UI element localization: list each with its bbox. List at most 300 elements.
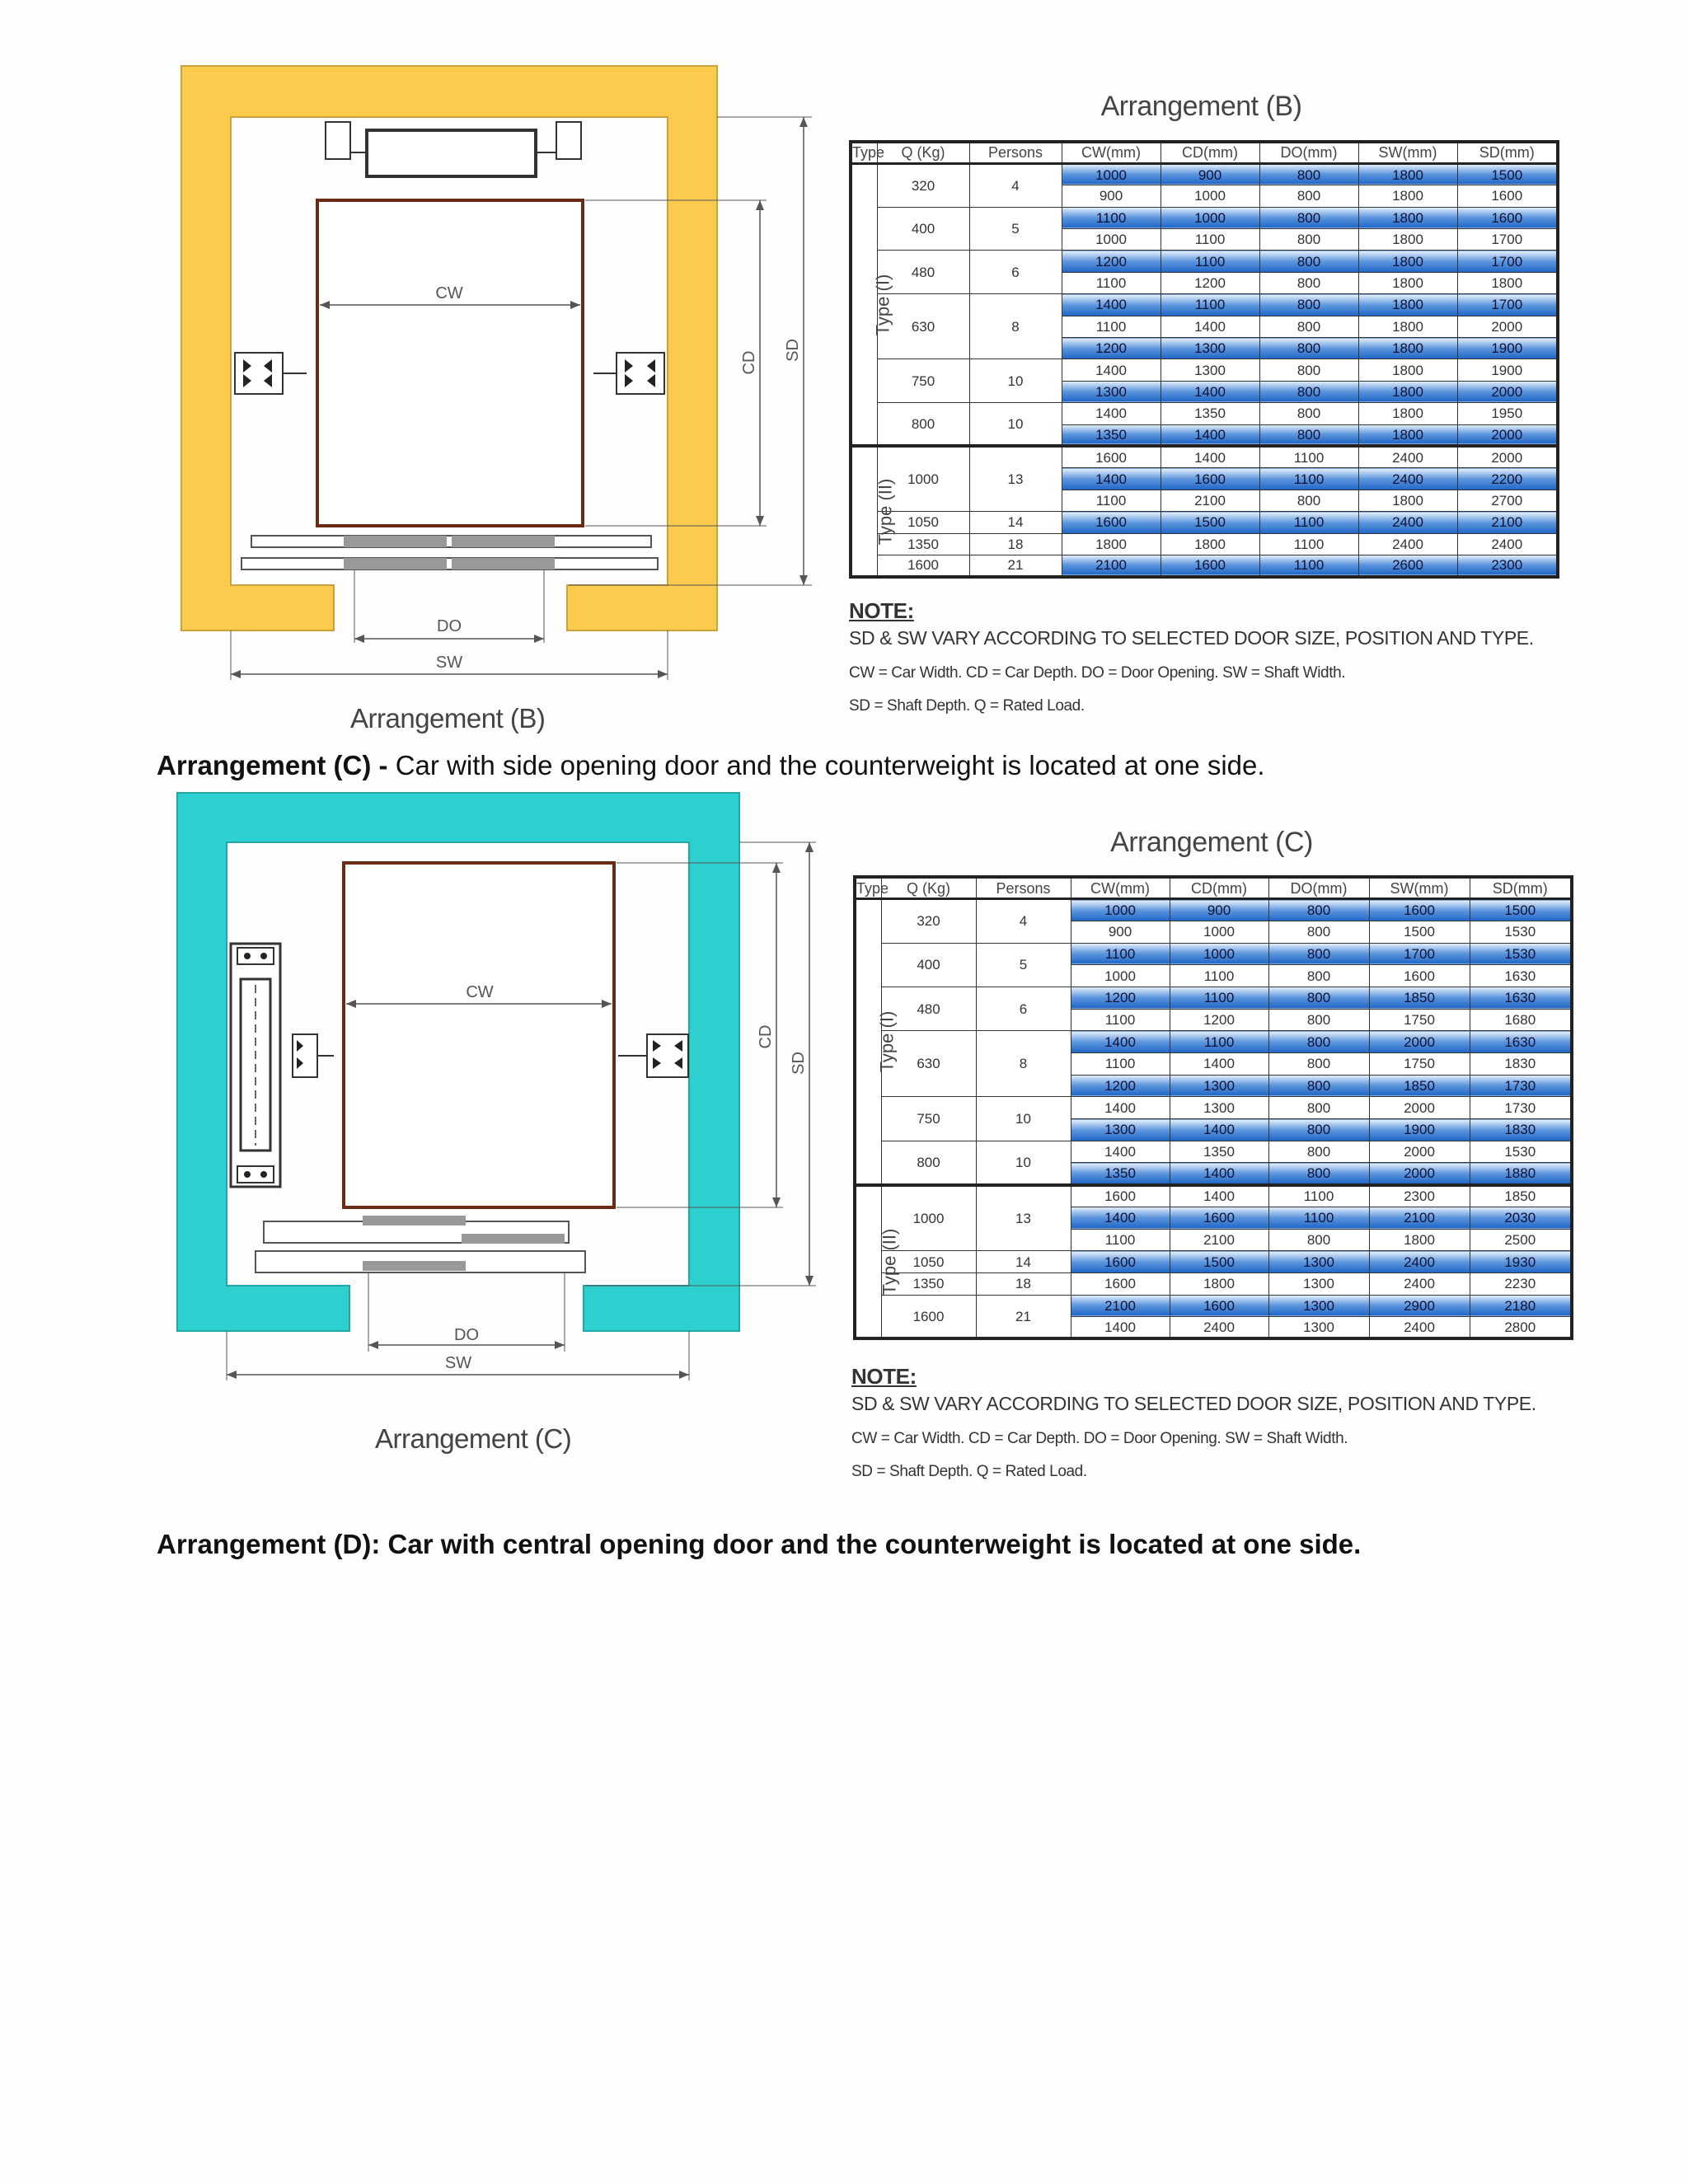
value-cell: 800 — [1268, 899, 1369, 921]
value-cell: 1900 — [1457, 359, 1558, 381]
value-cell: 1600 — [1160, 468, 1259, 490]
dim-cd: CD — [740, 350, 758, 375]
value-cell: 1800 — [1457, 272, 1558, 293]
value-cell: 2600 — [1358, 555, 1457, 576]
value-cell: 2030 — [1470, 1207, 1572, 1229]
note-heading: NOTE: — [851, 1364, 917, 1389]
value-cell: 1800 — [1358, 403, 1457, 424]
value-cell: 1400 — [1170, 1163, 1268, 1185]
value-cell: 1700 — [1369, 943, 1470, 965]
value-cell: 1800 — [1358, 424, 1457, 446]
arrangement-b-note — [849, 598, 1574, 715]
arrangement-b-table — [849, 140, 1559, 579]
table-row — [855, 1141, 1572, 1163]
value-cell: 1600 — [1369, 965, 1470, 987]
value-cell: 1880 — [1470, 1163, 1572, 1185]
value-cell: 800 — [1259, 359, 1358, 381]
value-cell: 1100 — [1062, 207, 1160, 228]
dim-sd: SD — [784, 339, 802, 362]
arrangement-d-paragraph — [157, 1529, 1361, 1560]
value-cell: 1400 — [1062, 359, 1160, 381]
value-cell: 1800 — [1358, 338, 1457, 359]
value-cell: 800 — [1259, 251, 1358, 272]
value-cell: 800 — [1259, 381, 1358, 402]
load-cell: 750 — [881, 1097, 976, 1141]
value-cell: 1400 — [1062, 403, 1160, 424]
value-cell: 800 — [1268, 1031, 1369, 1053]
note-line-1: SD & SW VARY ACCORDING TO SELECTED DOOR SIZE, POSITION AND TYPE. — [849, 627, 1534, 649]
value-cell: 1950 — [1457, 403, 1558, 424]
value-cell: 1100 — [1062, 316, 1160, 337]
value-cell: 1200 — [1071, 987, 1170, 1009]
arrangement-c-description: Car with side opening door and the counterweight is located at one side. — [387, 750, 1265, 780]
value-cell: 1400 — [1170, 1185, 1268, 1207]
table-row — [855, 1295, 1572, 1317]
column-header: Persons — [969, 142, 1062, 163]
value-cell: 800 — [1268, 1009, 1369, 1031]
persons-cell: 6 — [976, 987, 1071, 1030]
value-cell: 900 — [1062, 185, 1160, 207]
value-cell: 1300 — [1062, 381, 1160, 402]
value-cell: 1350 — [1160, 403, 1259, 424]
value-cell: 800 — [1259, 490, 1358, 511]
value-cell: 800 — [1259, 185, 1358, 207]
value-cell: 1680 — [1470, 1009, 1572, 1031]
value-cell: 1730 — [1470, 1097, 1572, 1119]
value-cell: 2100 — [1170, 1229, 1268, 1251]
value-cell: 800 — [1268, 1229, 1369, 1251]
persons-cell: 4 — [969, 163, 1062, 207]
value-cell: 1500 — [1470, 899, 1572, 921]
column-header: CW(mm) — [1062, 142, 1160, 163]
value-cell: 1300 — [1268, 1251, 1369, 1273]
column-header: Type — [851, 142, 877, 163]
table-row — [851, 294, 1558, 316]
persons-cell: 21 — [976, 1295, 1071, 1338]
value-cell: 2200 — [1457, 468, 1558, 490]
value-cell: 800 — [1268, 1163, 1369, 1185]
value-cell: 1400 — [1160, 424, 1259, 446]
value-cell: 1100 — [1259, 533, 1358, 555]
arrangement-c-diagram-caption: Arrangement (C) — [375, 1423, 572, 1454]
value-cell: 900 — [1160, 163, 1259, 185]
value-cell: 2400 — [1358, 446, 1457, 467]
table-row — [851, 533, 1558, 555]
value-cell: 1100 — [1071, 943, 1170, 965]
value-cell: 1400 — [1071, 1141, 1170, 1163]
column-header: Persons — [976, 877, 1071, 899]
value-cell: 1800 — [1358, 163, 1457, 185]
value-cell: 1100 — [1071, 1229, 1170, 1251]
table-row — [851, 555, 1558, 576]
value-cell: 900 — [1170, 899, 1268, 921]
table-row — [855, 1272, 1572, 1295]
value-cell: 1400 — [1160, 446, 1259, 467]
dim-sw: SW — [435, 654, 463, 672]
value-cell: 1400 — [1071, 1317, 1170, 1339]
value-cell: 1200 — [1071, 1075, 1170, 1097]
value-cell: 1100 — [1160, 229, 1259, 251]
value-cell: 2800 — [1470, 1317, 1572, 1339]
value-cell: 800 — [1259, 316, 1358, 337]
arrangement-d-heading: Arrangement (D): Car with central opening door and the counterweight is located at one side. — [157, 1529, 1362, 1559]
load-cell: 630 — [881, 1031, 976, 1097]
value-cell: 1600 — [1062, 446, 1160, 467]
arrangement-c-note — [851, 1364, 1585, 1481]
load-cell: 630 — [877, 294, 969, 359]
table-row — [851, 251, 1558, 272]
table-row — [855, 943, 1572, 965]
value-cell: 1600 — [1160, 555, 1259, 576]
load-cell: 800 — [881, 1141, 976, 1184]
value-cell: 1200 — [1062, 251, 1160, 272]
arrangement-c-table — [853, 875, 1573, 1340]
table-row — [851, 446, 1558, 467]
table-row — [851, 403, 1558, 424]
load-cell: 1000 — [877, 446, 969, 511]
load-cell: 320 — [877, 163, 969, 207]
persons-cell: 4 — [976, 899, 1071, 943]
load-cell: 1050 — [881, 1251, 976, 1273]
persons-cell: 8 — [976, 1031, 1071, 1097]
value-cell: 1000 — [1160, 207, 1259, 228]
value-cell: 1000 — [1062, 229, 1160, 251]
persons-cell: 14 — [976, 1251, 1071, 1273]
value-cell: 1300 — [1160, 359, 1259, 381]
value-cell: 1400 — [1160, 316, 1259, 337]
value-cell: 2000 — [1369, 1163, 1470, 1185]
arrangement-c-label: Arrangement (C) - — [157, 750, 388, 780]
value-cell: 1400 — [1062, 468, 1160, 490]
value-cell: 1000 — [1062, 163, 1160, 185]
dim-sd: SD — [790, 1052, 808, 1075]
value-cell: 1930 — [1470, 1251, 1572, 1273]
value-cell: 1830 — [1470, 1053, 1572, 1076]
value-cell: 2400 — [1369, 1272, 1470, 1295]
value-cell: 1530 — [1470, 943, 1572, 965]
value-cell: 1400 — [1071, 1097, 1170, 1119]
column-header: Q (Kg) — [881, 877, 976, 899]
value-cell: 1500 — [1457, 163, 1558, 185]
value-cell: 800 — [1268, 965, 1369, 987]
value-cell: 800 — [1268, 1053, 1369, 1076]
value-cell: 2100 — [1062, 555, 1160, 576]
value-cell: 1630 — [1470, 987, 1572, 1009]
value-cell: 1900 — [1457, 338, 1558, 359]
note-line-2: CW = Car Width. CD = Car Depth. DO = Door Opening. SW = Shaft Width. — [851, 1430, 1348, 1447]
dim-cd: CD — [757, 1024, 775, 1049]
table-row — [851, 163, 1558, 185]
value-cell: 2000 — [1457, 316, 1558, 337]
left-rail-icon — [293, 1034, 334, 1077]
value-cell: 1100 — [1259, 446, 1358, 467]
value-cell: 1800 — [1358, 272, 1457, 293]
value-cell: 800 — [1268, 1141, 1369, 1163]
value-cell: 1200 — [1170, 1009, 1268, 1031]
value-cell: 1100 — [1259, 555, 1358, 576]
dim-do: DO — [454, 1326, 479, 1344]
load-cell: 1050 — [877, 512, 969, 533]
value-cell: 800 — [1259, 424, 1358, 446]
value-cell: 2100 — [1369, 1207, 1470, 1229]
load-cell: 400 — [881, 943, 976, 987]
value-cell: 1800 — [1062, 533, 1160, 555]
value-cell: 1800 — [1358, 251, 1457, 272]
value-cell: 1300 — [1170, 1097, 1268, 1119]
value-cell: 800 — [1268, 987, 1369, 1009]
value-cell: 1400 — [1170, 1119, 1268, 1141]
value-cell: 1800 — [1160, 533, 1259, 555]
value-cell: 1600 — [1071, 1251, 1170, 1273]
type-i-label: Type (I) — [855, 899, 881, 1185]
value-cell: 1600 — [1170, 1295, 1268, 1317]
value-cell: 1800 — [1358, 316, 1457, 337]
counterweight — [231, 944, 280, 1187]
column-header: SW(mm) — [1369, 877, 1470, 899]
type-i-label: Type (I) — [851, 163, 877, 446]
persons-cell: 18 — [969, 533, 1062, 555]
value-cell: 2100 — [1160, 490, 1259, 511]
value-cell: 1600 — [1369, 899, 1470, 921]
value-cell: 2000 — [1457, 381, 1558, 402]
value-cell: 1100 — [1062, 490, 1160, 511]
arrangement-c-diagram — [0, 0, 832, 1483]
value-cell: 2700 — [1457, 490, 1558, 511]
value-cell: 1600 — [1062, 512, 1160, 533]
value-cell: 1400 — [1062, 294, 1160, 316]
value-cell: 1400 — [1170, 1053, 1268, 1076]
value-cell: 800 — [1268, 1119, 1369, 1141]
value-cell: 1800 — [1358, 381, 1457, 402]
load-cell: 800 — [877, 403, 969, 447]
persons-cell: 5 — [969, 207, 1062, 251]
persons-cell: 18 — [976, 1272, 1071, 1295]
value-cell: 800 — [1268, 943, 1369, 965]
value-cell: 1530 — [1470, 921, 1572, 943]
value-cell: 1730 — [1470, 1075, 1572, 1097]
value-cell: 1830 — [1470, 1119, 1572, 1141]
value-cell: 2000 — [1457, 446, 1558, 467]
value-cell: 1300 — [1170, 1075, 1268, 1097]
value-cell: 1900 — [1369, 1119, 1470, 1141]
value-cell: 1100 — [1259, 512, 1358, 533]
value-cell: 1750 — [1369, 1053, 1470, 1076]
load-cell: 1350 — [877, 533, 969, 555]
table-row — [855, 1031, 1572, 1053]
value-cell: 1530 — [1470, 1141, 1572, 1163]
value-cell: 1700 — [1457, 229, 1558, 251]
value-cell: 1400 — [1071, 1031, 1170, 1053]
value-cell: 1350 — [1071, 1163, 1170, 1185]
value-cell: 1100 — [1160, 294, 1259, 316]
value-cell: 1300 — [1268, 1272, 1369, 1295]
value-cell: 2400 — [1358, 468, 1457, 490]
dim-cw: CW — [435, 284, 463, 302]
value-cell: 1600 — [1071, 1272, 1170, 1295]
persons-cell: 21 — [969, 555, 1062, 576]
table-row — [855, 1251, 1572, 1273]
value-cell: 1100 — [1071, 1009, 1170, 1031]
type-ii-label: Type (II) — [851, 446, 877, 576]
value-cell: 1800 — [1358, 490, 1457, 511]
persons-cell: 10 — [976, 1141, 1071, 1184]
value-cell: 1400 — [1160, 381, 1259, 402]
table-row — [855, 1185, 1572, 1207]
persons-cell: 10 — [969, 403, 1062, 447]
value-cell: 1500 — [1160, 512, 1259, 533]
value-cell: 1500 — [1170, 1251, 1268, 1273]
value-cell: 2400 — [1358, 512, 1457, 533]
value-cell: 800 — [1268, 1097, 1369, 1119]
value-cell: 1100 — [1170, 965, 1268, 987]
value-cell: 1800 — [1358, 185, 1457, 207]
value-cell: 1800 — [1369, 1229, 1470, 1251]
value-cell: 2300 — [1369, 1185, 1470, 1207]
arrangement-c-table-title: Arrangement (C) — [1110, 827, 1313, 858]
value-cell: 2400 — [1457, 533, 1558, 555]
column-header: CW(mm) — [1071, 877, 1170, 899]
value-cell: 2400 — [1170, 1317, 1268, 1339]
value-cell: 800 — [1259, 229, 1358, 251]
persons-cell: 6 — [969, 251, 1062, 294]
dim-cw: CW — [466, 983, 494, 1001]
persons-cell: 5 — [976, 943, 1071, 987]
persons-cell: 10 — [976, 1097, 1071, 1141]
load-cell: 750 — [877, 359, 969, 403]
value-cell: 1600 — [1071, 1185, 1170, 1207]
persons-cell: 13 — [969, 446, 1062, 511]
value-cell: 2000 — [1369, 1031, 1470, 1053]
value-cell: 2400 — [1369, 1317, 1470, 1339]
value-cell: 1100 — [1259, 468, 1358, 490]
value-cell: 1300 — [1268, 1317, 1369, 1339]
value-cell: 1850 — [1369, 1075, 1470, 1097]
column-header: CD(mm) — [1160, 142, 1259, 163]
value-cell: 1000 — [1071, 965, 1170, 987]
value-cell: 1300 — [1160, 338, 1259, 359]
right-rail-icon — [618, 1034, 688, 1077]
value-cell: 1630 — [1470, 965, 1572, 987]
value-cell: 1630 — [1470, 1031, 1572, 1053]
value-cell: 1200 — [1160, 272, 1259, 293]
column-header: SD(mm) — [1457, 142, 1558, 163]
value-cell: 1500 — [1369, 921, 1470, 943]
table-row — [851, 207, 1558, 228]
load-cell: 1600 — [881, 1295, 976, 1338]
value-cell: 1800 — [1358, 229, 1457, 251]
value-cell: 800 — [1259, 272, 1358, 293]
value-cell: 800 — [1259, 403, 1358, 424]
value-cell: 2100 — [1071, 1295, 1170, 1317]
value-cell: 1600 — [1457, 185, 1558, 207]
persons-cell: 8 — [969, 294, 1062, 359]
value-cell: 1000 — [1170, 921, 1268, 943]
load-cell: 400 — [877, 207, 969, 251]
column-header: DO(mm) — [1268, 877, 1369, 899]
value-cell: 1100 — [1170, 987, 1268, 1009]
column-header: DO(mm) — [1259, 142, 1358, 163]
note-line-1: SD & SW VARY ACCORDING TO SELECTED DOOR SIZE, POSITION AND TYPE. — [851, 1393, 1536, 1414]
value-cell: 2180 — [1470, 1295, 1572, 1317]
table-row — [855, 899, 1572, 921]
value-cell: 1600 — [1170, 1207, 1268, 1229]
load-cell: 480 — [881, 987, 976, 1030]
column-header: Type — [855, 877, 881, 899]
note-line-3: SD = Shaft Depth. Q = Rated Load. — [851, 1463, 1087, 1480]
value-cell: 2900 — [1369, 1295, 1470, 1317]
value-cell: 1850 — [1470, 1185, 1572, 1207]
value-cell: 1800 — [1358, 207, 1457, 228]
value-cell: 800 — [1268, 1075, 1369, 1097]
value-cell: 1100 — [1071, 1053, 1170, 1076]
note-line-3: SD = Shaft Depth. Q = Rated Load. — [849, 697, 1085, 715]
value-cell: 1000 — [1170, 943, 1268, 965]
value-cell: 2500 — [1470, 1229, 1572, 1251]
value-cell: 1000 — [1160, 185, 1259, 207]
value-cell: 1100 — [1268, 1185, 1369, 1207]
load-cell: 480 — [877, 251, 969, 294]
table-row — [851, 359, 1558, 381]
note-heading: NOTE: — [849, 598, 914, 623]
value-cell: 1800 — [1358, 294, 1457, 316]
value-cell: 1000 — [1071, 899, 1170, 921]
column-header: CD(mm) — [1170, 877, 1268, 899]
load-cell: 320 — [881, 899, 976, 943]
value-cell: 1350 — [1170, 1141, 1268, 1163]
table-row — [851, 512, 1558, 533]
value-cell: 2400 — [1369, 1251, 1470, 1273]
value-cell: 1300 — [1268, 1295, 1369, 1317]
value-cell: 1800 — [1358, 359, 1457, 381]
value-cell: 2300 — [1457, 555, 1558, 576]
value-cell: 800 — [1259, 294, 1358, 316]
persons-cell: 14 — [969, 512, 1062, 533]
value-cell: 2230 — [1470, 1272, 1572, 1295]
type-ii-label: Type (II) — [855, 1185, 881, 1339]
value-cell: 1700 — [1457, 251, 1558, 272]
column-header: Q (Kg) — [877, 142, 969, 163]
value-cell: 800 — [1259, 338, 1358, 359]
persons-cell: 13 — [976, 1185, 1071, 1251]
table-row — [855, 1097, 1572, 1119]
value-cell: 2000 — [1369, 1141, 1470, 1163]
value-cell: 1300 — [1071, 1119, 1170, 1141]
value-cell: 1700 — [1457, 294, 1558, 316]
value-cell: 1100 — [1160, 251, 1259, 272]
value-cell: 1100 — [1170, 1031, 1268, 1053]
dim-sw: SW — [444, 1354, 472, 1372]
value-cell: 1750 — [1369, 1009, 1470, 1031]
load-cell: 1600 — [877, 555, 969, 576]
persons-cell: 10 — [969, 359, 1062, 403]
value-cell: 800 — [1268, 921, 1369, 943]
value-cell: 2100 — [1457, 512, 1558, 533]
value-cell: 1100 — [1062, 272, 1160, 293]
column-header: SW(mm) — [1358, 142, 1457, 163]
value-cell: 1350 — [1062, 424, 1160, 446]
column-header: SD(mm) — [1470, 877, 1572, 899]
value-cell: 2000 — [1457, 424, 1558, 446]
value-cell: 1850 — [1369, 987, 1470, 1009]
value-cell: 2000 — [1369, 1097, 1470, 1119]
value-cell: 1800 — [1170, 1272, 1268, 1295]
load-cell: 1350 — [881, 1272, 976, 1295]
value-cell: 1400 — [1071, 1207, 1170, 1229]
arrangement-b-diagram-caption: Arrangement (B) — [350, 703, 546, 733]
value-cell: 800 — [1259, 163, 1358, 185]
note-line-2: CW = Car Width. CD = Car Depth. DO = Door Opening. SW = Shaft Width. — [849, 664, 1346, 682]
value-cell: 1200 — [1062, 338, 1160, 359]
